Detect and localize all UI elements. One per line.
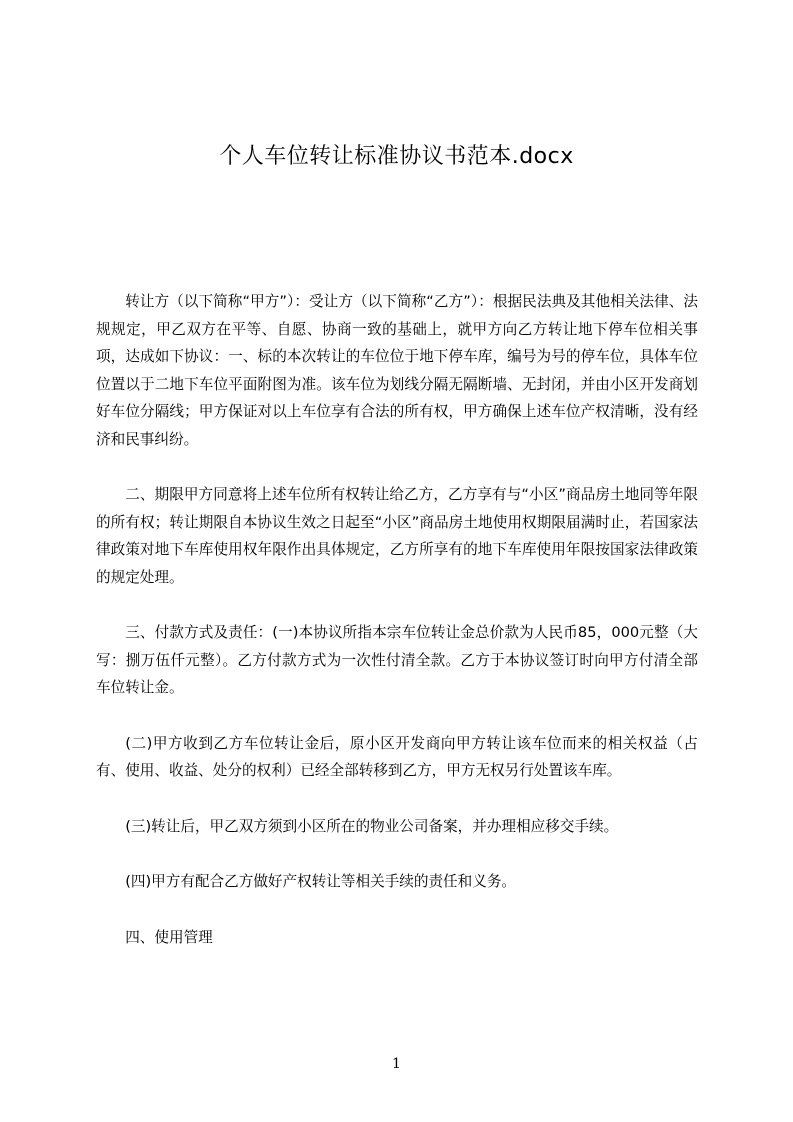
paragraph-cooperation-duty: (四)甲方有配合乙方做好产权转让等相关手续的责任和义务。 [125, 873, 517, 890]
paragraph-payment: 三、付款方式及责任：(一)本协议所指本宗车位转让金总价款为人民币85，000元整（大写：捌万伍仟元整）。乙方付款方式为一次性付清全款。乙方于本协议签订时向甲方付清全部车位转让金。 [96, 624, 698, 696]
paragraph-rights-transfer: (二)甲方收到乙方车位转让金后，原小区开发商向甲方转让该车位而来的相关权益（占有、使用、收益、处分的权利）已经全部转移到乙方，甲方无权另行处置该车库。 [96, 734, 698, 779]
paragraph-property-filing: (三)转让后，甲乙双方须到小区所在的物业公司备案，并办理相应移交手续。 [125, 817, 619, 835]
paragraph-usage-management: 四、使用管理 [125, 928, 213, 946]
document-body [96, 288, 698, 979]
document-title: 个人车位转让标准协议书范本.docx [219, 144, 574, 169]
page-number: 1 [392, 1056, 401, 1072]
paragraph-preamble-and-subject: 转让方（以下简称“甲方”）：受让方（以下简称“乙方”）：根据民法典及其他相关法律、法规规定，甲乙双方在平等、自愿、协商一致的基础上，就甲方向乙方转让地下停车位相关事项，达成如下协议：一、标的本次转让的车位位于地下停车库，编号为号的停车位，具体车位位置以于二地下车位平面附图为准。该车位为划线分隔无隔断墙、无封闭，并由小区开发商划好车位分隔线；甲方保证对以上车位享有合法的所有权，甲方确保上述车位产权清晰，没有经济和民事纠纷。 [96, 293, 698, 448]
paragraph-term: 二、期限甲方同意将上述车位所有权转让给乙方，乙方享有与“小区”商品房土地同等年限的所有权；转让期限自本协议生效之日起至“小区”商品房土地使用权期限届满时止，若国家法律政策对地下车库使用权年限作出具体规定，乙方所享有的地下车库使用年限按国家法律政策的规定处理。 [96, 486, 698, 586]
